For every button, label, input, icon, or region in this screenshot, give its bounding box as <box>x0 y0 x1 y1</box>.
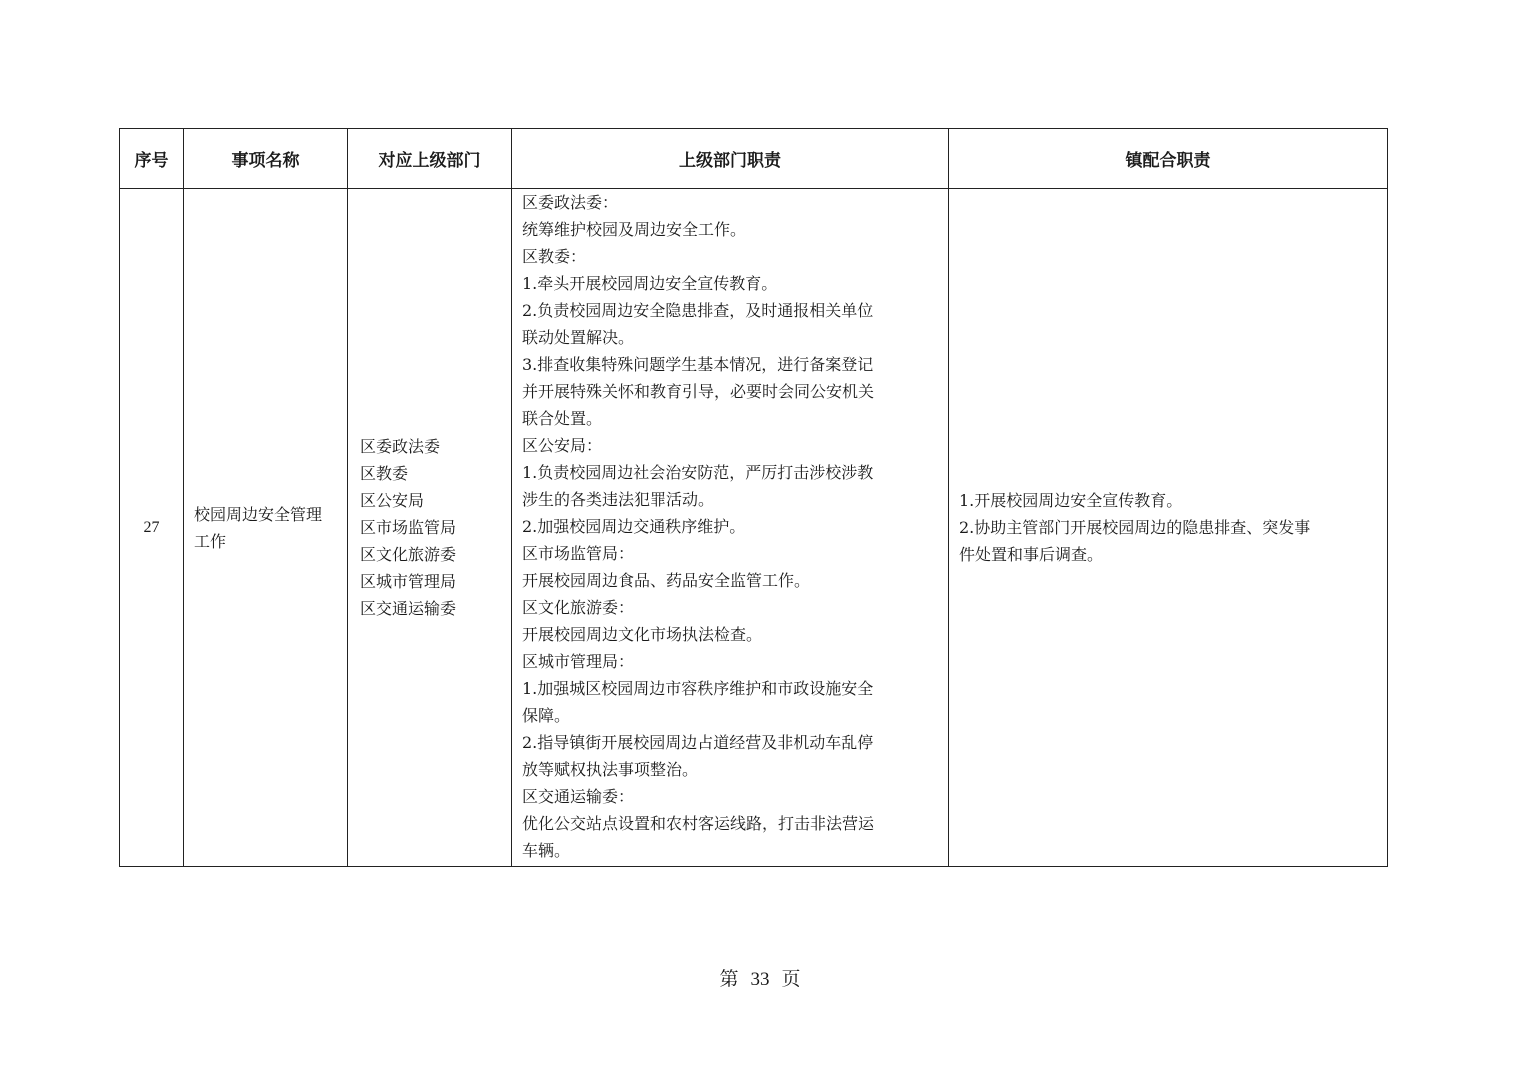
header-department: 对应上级部门 <box>348 129 512 189</box>
page-prefix: 第 <box>719 969 739 990</box>
department-item: 区城市管理局 <box>360 572 457 591</box>
duty-line: 2.指导镇街开展校园周边占道经营及非机动车乱停 <box>522 733 874 752</box>
table-header-row <box>120 129 1388 189</box>
duty-line: 车辆。 <box>522 841 571 860</box>
department-item: 区文化旅游委 <box>360 545 457 564</box>
cell-superior-duty <box>512 189 949 867</box>
duty-line: 区市场监管局： <box>522 544 635 563</box>
duty-line: 区城市管理局： <box>522 652 635 671</box>
duty-line: 2.负责校园周边安全隐患排查，及时通报相关单位 <box>522 301 874 320</box>
page-suffix: 页 <box>781 969 801 990</box>
duty-line: 2.加强校园周边交通秩序维护。 <box>522 517 746 536</box>
cell-departments <box>348 189 512 867</box>
duty-table <box>119 128 1388 867</box>
duty-line: 优化公交站点设置和农村客运线路，打击非法营运 <box>522 814 875 833</box>
header-superior-duty: 上级部门职责 <box>512 129 949 189</box>
duty-line: 区公安局： <box>522 436 603 455</box>
department-item: 区委政法委 <box>360 437 441 456</box>
duty-line: 区委政法委： <box>522 193 619 212</box>
duty-line: 并开展特殊关怀和教育引导，必要时会同公安机关 <box>522 382 875 401</box>
town-duty-line: 2.协助主管部门开展校园周边的隐患排查、突发事 <box>959 518 1311 537</box>
duty-line: 开展校园周边食品、药品安全监管工作。 <box>522 571 811 590</box>
duty-line: 开展校园周边文化市场执法检查。 <box>522 625 763 644</box>
duty-line: 区教委： <box>522 247 587 266</box>
cell-seq: 27 <box>120 189 184 867</box>
duty-line: 统筹维护校园及周边安全工作。 <box>522 220 747 239</box>
duty-line: 联动处置解决。 <box>522 328 635 347</box>
duty-line: 1.负责校园周边社会治安防范，严厉打击涉校涉教 <box>522 463 874 482</box>
duty-line: 3.排查收集特殊问题学生基本情况，进行备案登记 <box>522 355 874 374</box>
department-item: 区交通运输委 <box>360 599 457 618</box>
duty-line: 区交通运输委： <box>522 787 635 806</box>
department-item: 区市场监管局 <box>360 518 457 537</box>
department-item: 区公安局 <box>360 491 425 510</box>
department-item: 区教委 <box>360 464 409 483</box>
cell-item-name <box>184 189 348 867</box>
duty-line: 保障。 <box>522 706 571 725</box>
header-item-name: 事项名称 <box>184 129 348 189</box>
duty-line: 涉生的各类违法犯罪活动。 <box>522 490 715 509</box>
duty-line: 放等赋权执法事项整治。 <box>522 760 699 779</box>
duty-line: 联合处置。 <box>522 409 603 428</box>
duty-line: 区文化旅游委： <box>522 598 635 617</box>
page-number-value: 33 <box>750 969 770 990</box>
town-duty-line: 1.开展校园周边安全宣传教育。 <box>959 491 1183 510</box>
duty-line: 1.牵头开展校园周边安全宣传教育。 <box>522 274 778 293</box>
header-seq: 序号 <box>120 129 184 189</box>
table-row <box>120 189 1388 867</box>
item-name-text: 校园周边安全管理工作 <box>194 504 323 551</box>
cell-town-duty <box>949 189 1388 867</box>
page-number <box>0 964 1520 991</box>
header-town-duty: 镇配合职责 <box>949 129 1388 189</box>
duty-line: 1.加强城区校园周边市容秩序维护和市政设施安全 <box>522 679 874 698</box>
town-duty-line: 件处置和事后调查。 <box>959 545 1104 564</box>
